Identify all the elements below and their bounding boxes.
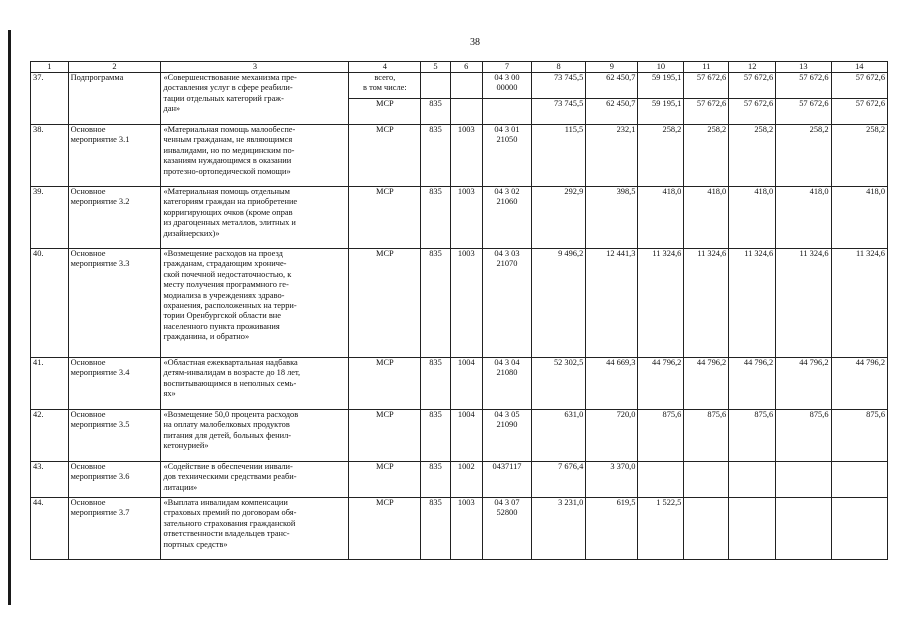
row-code-grbs: 835 [421,99,450,125]
column-header: 5 [421,62,450,73]
table-row [31,462,888,498]
row-code-grbs: 835 [421,187,450,249]
row-value: 44 796,2 [831,358,887,410]
row-value: 11 324,6 [638,249,684,358]
table-row [31,498,888,560]
row-value: 418,0 [684,187,729,249]
row-value: 57 672,6 [831,99,887,125]
row-number: 40. [31,249,69,358]
row-title: «Областная ежеквартальная надбавка детям-инвалидам в возрасте до 18 лет, воспитывающимся в неполных семь- ях» [161,358,349,410]
row-value: 258,2 [729,125,776,187]
row-value: 57 672,6 [729,99,776,125]
row-value: 44 796,2 [776,358,831,410]
row-value [638,462,684,498]
table-row [31,73,888,99]
row-value: 12 441,3 [586,249,638,358]
row-title: «Возмещение 50,0 процента расходов на оплату малобелковых продуктов питания для детей, больных фенил- кетонурией» [161,410,349,462]
row-code-target: 04 3 03 21070 [482,249,531,358]
row-value: 44 796,2 [729,358,776,410]
table-row [31,125,888,187]
column-header: 8 [531,62,585,73]
row-value: 258,2 [776,125,831,187]
row-code-grbs [421,73,450,99]
row-executor: всего, в том числе: [349,73,421,99]
row-executor: МСР [349,410,421,462]
column-header: 12 [729,62,776,73]
row-type: Основное мероприятие 3.7 [68,498,161,560]
row-title: «Материальная помощь отдельным категориям граждан на приобретение корригирующих очков (кроме оправ из драгоценных металлов, элитных и дизайнерских)» [161,187,349,249]
row-value: 11 324,6 [831,249,887,358]
row-value: 11 324,6 [776,249,831,358]
row-value: 418,0 [831,187,887,249]
row-title: «Содействие в обеспечении инвали- дов техническими средствами реаби- литации» [161,462,349,498]
row-value: 57 672,6 [831,73,887,99]
table-row [31,358,888,410]
row-code-section: 1003 [450,187,482,249]
row-value: 875,6 [638,410,684,462]
row-code-grbs: 835 [421,249,450,358]
row-value: 44 796,2 [638,358,684,410]
row-value: 258,2 [831,125,887,187]
row-value: 62 450,7 [586,99,638,125]
row-value: 258,2 [684,125,729,187]
row-value: 875,6 [776,410,831,462]
row-value: 875,6 [684,410,729,462]
column-header: 4 [349,62,421,73]
binding-edge-line [8,30,11,605]
row-value [729,462,776,498]
row-number: 43. [31,462,69,498]
row-value: 418,0 [776,187,831,249]
row-value: 619,5 [586,498,638,560]
row-value: 232,1 [586,125,638,187]
row-type: Основное мероприятие 3.3 [68,249,161,358]
row-code-target: 04 3 05 21090 [482,410,531,462]
row-code-target: 04 3 00 00000 [482,73,531,99]
row-value: 115,5 [531,125,585,187]
row-title: «Материальная помощь малообеспе- ченным гражданам, не являющимся инвалидами, но по медицинским по- казаниям нуждающимся в оказании протезно-ортопедической помощи» [161,125,349,187]
column-header: 6 [450,62,482,73]
row-number: 44. [31,498,69,560]
row-value: 57 672,6 [776,73,831,99]
row-value [831,498,887,560]
row-value: 52 302,5 [531,358,585,410]
row-code-grbs: 835 [421,462,450,498]
row-value: 875,6 [729,410,776,462]
row-type: Основное мероприятие 3.1 [68,125,161,187]
row-value [831,462,887,498]
row-value: 57 672,6 [684,73,729,99]
column-header: 2 [68,62,161,73]
row-title: «Совершенствование механизма пре- доставления услуг в сфере реабили- тации отдельных категорий граж- дан» [161,73,349,125]
row-value: 57 672,6 [776,99,831,125]
row-code-section: 1003 [450,498,482,560]
row-value: 11 324,6 [729,249,776,358]
column-header: 11 [684,62,729,73]
row-executor: МСР [349,187,421,249]
column-number-row [31,62,888,73]
row-value: 57 672,6 [729,73,776,99]
row-value: 59 195,1 [638,73,684,99]
row-type: Подпрограмма [68,73,161,125]
program-funding-table [30,61,888,560]
table-row [31,187,888,249]
row-executor: МСР [349,125,421,187]
row-code-section: 1002 [450,462,482,498]
row-value: 44 796,2 [684,358,729,410]
table-row [31,249,888,358]
column-header: 7 [482,62,531,73]
row-value: 44 669,3 [586,358,638,410]
row-code-target: 0437117 [482,462,531,498]
row-value: 9 496,2 [531,249,585,358]
row-value: 1 522,5 [638,498,684,560]
row-code-target: 04 3 02 21060 [482,187,531,249]
column-header: 13 [776,62,831,73]
row-value [684,498,729,560]
row-value: 73 745,5 [531,99,585,125]
column-header: 3 [161,62,349,73]
column-header: 14 [831,62,887,73]
row-code-grbs: 835 [421,125,450,187]
row-code-section [450,99,482,125]
row-value: 57 672,6 [684,99,729,125]
row-value: 62 450,7 [586,73,638,99]
row-executor: МСР [349,462,421,498]
row-value: 631,0 [531,410,585,462]
row-value: 7 676,4 [531,462,585,498]
table-row [31,410,888,462]
row-code-grbs: 835 [421,498,450,560]
row-value [729,498,776,560]
column-header: 9 [586,62,638,73]
row-value [684,462,729,498]
row-value: 398,5 [586,187,638,249]
row-value: 3 231,0 [531,498,585,560]
row-executor: МСР [349,358,421,410]
page-number: 38 [470,37,480,48]
row-value [776,462,831,498]
row-value [776,498,831,560]
row-code-section [450,73,482,99]
row-number: 37. [31,73,69,125]
row-code-grbs: 835 [421,358,450,410]
row-code-grbs: 835 [421,410,450,462]
row-type: Основное мероприятие 3.6 [68,462,161,498]
row-title: «Выплата инвалидам компенсации страховых премий по договорам обя- зательного страхования гражданской ответственности владельцев транс- портных средств» [161,498,349,560]
row-number: 41. [31,358,69,410]
row-type: Основное мероприятие 3.4 [68,358,161,410]
row-type: Основное мероприятие 3.5 [68,410,161,462]
row-number: 42. [31,410,69,462]
row-executor: МСР [349,99,421,125]
row-value: 59 195,1 [638,99,684,125]
column-header: 10 [638,62,684,73]
row-number: 38. [31,125,69,187]
row-value: 73 745,5 [531,73,585,99]
column-header: 1 [31,62,69,73]
row-value: 292,9 [531,187,585,249]
row-value: 875,6 [831,410,887,462]
row-executor: МСР [349,498,421,560]
row-type: Основное мероприятие 3.2 [68,187,161,249]
row-value: 11 324,6 [684,249,729,358]
row-code-section: 1003 [450,249,482,358]
row-code-target: 04 3 07 52800 [482,498,531,560]
row-code-target: 04 3 04 21080 [482,358,531,410]
row-value: 258,2 [638,125,684,187]
row-code-section: 1003 [450,125,482,187]
row-title: «Возмещение расходов на проезд гражданам, страдающим хрониче- ской почечной недостаточностью, к месту получения программного ге- модиализа в учреждениях здраво- охранения, расположенных на терри- тории Оренбургской области вне населенного пункта проживания гражданина, и обратно» [161,249,349,358]
row-value: 720,0 [586,410,638,462]
row-code-target: 04 3 01 21050 [482,125,531,187]
row-number: 39. [31,187,69,249]
row-value: 418,0 [729,187,776,249]
row-code-section: 1004 [450,410,482,462]
row-value: 418,0 [638,187,684,249]
row-value: 3 370,0 [586,462,638,498]
row-code-target [482,99,531,125]
row-executor: МСР [349,249,421,358]
row-code-section: 1004 [450,358,482,410]
